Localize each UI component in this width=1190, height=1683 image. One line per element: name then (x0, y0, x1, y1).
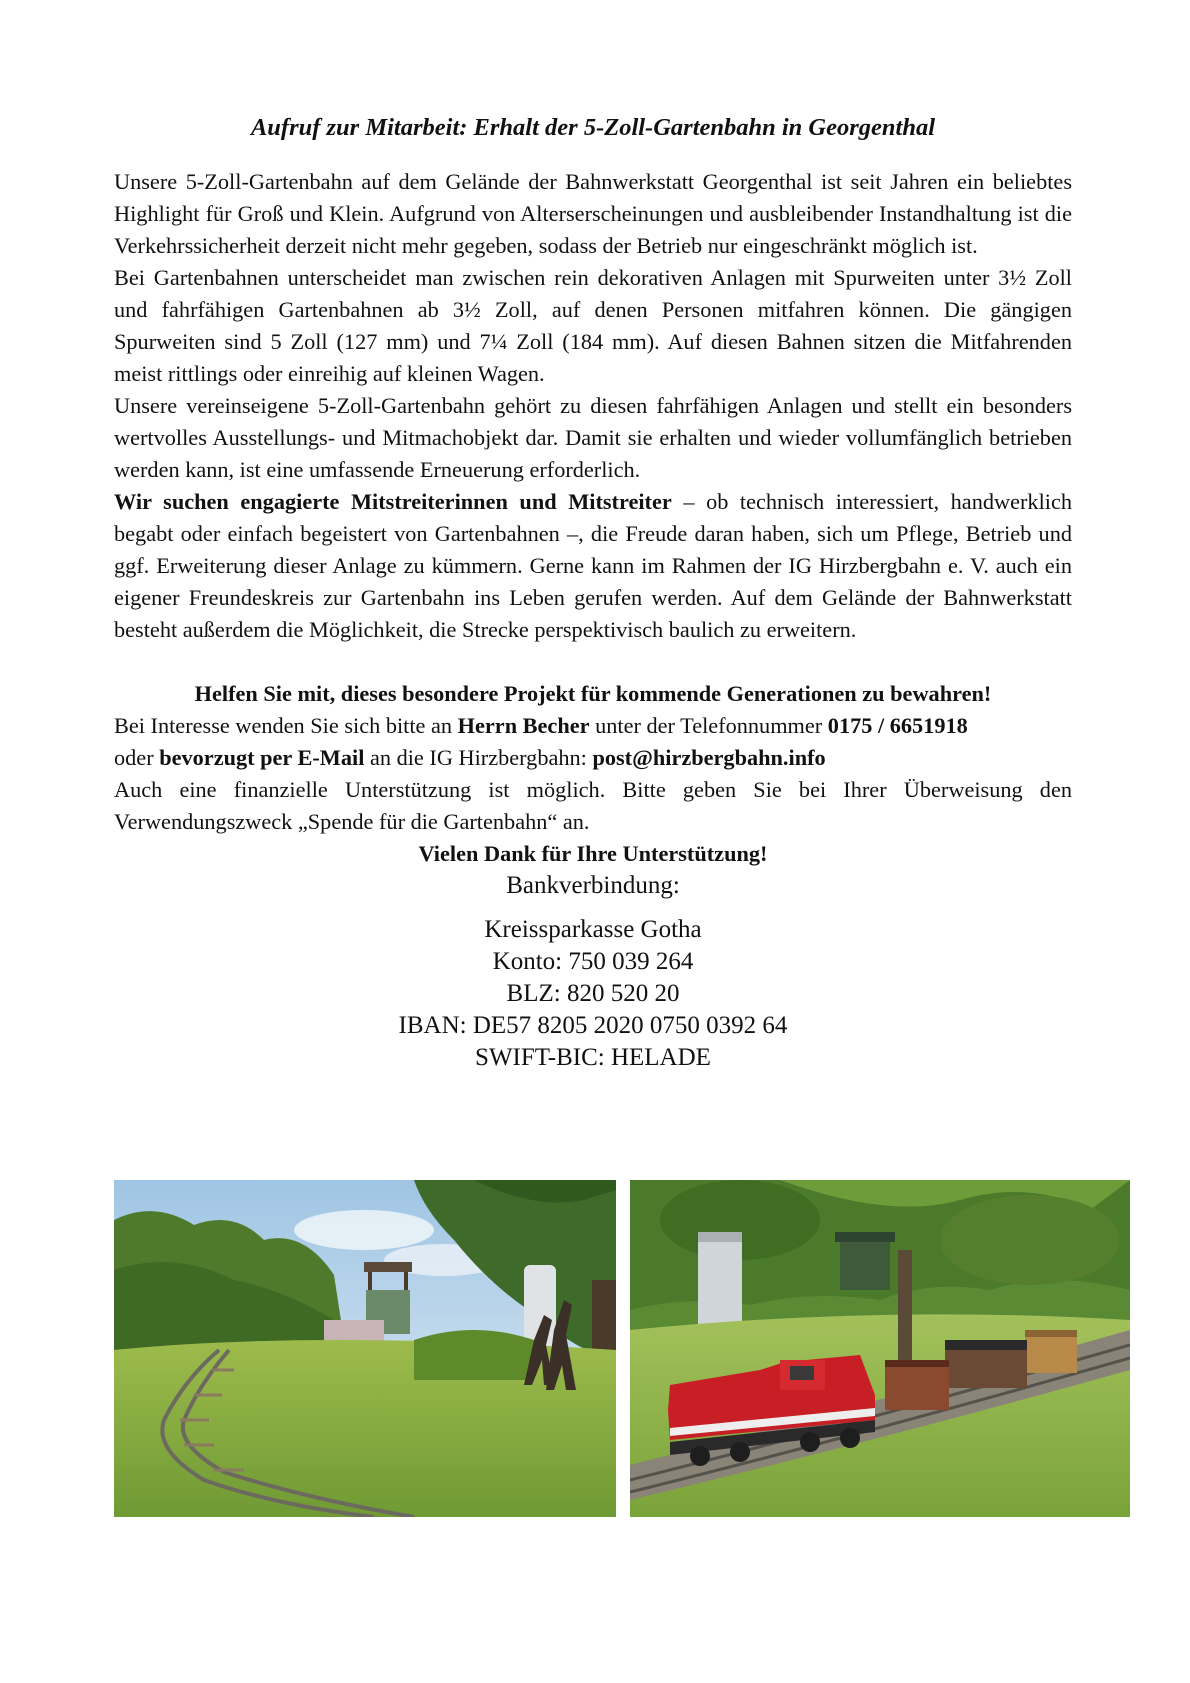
garden-track-image (114, 1180, 616, 1517)
contact-preferred: bevorzugt per E-Mail (159, 745, 365, 770)
photo-row (114, 1180, 1130, 1517)
photo-red-locomotive (630, 1180, 1130, 1517)
bank-name: Kreissparkasse Gotha (484, 916, 702, 943)
paragraph-intro: Unsere 5-Zoll-Gartenbahn auf dem Gelände der Bahnwerkstatt Georgenthal ist seit Jahren ein beliebtes Highlight für Groß und Klein. Aufgrund von Alterserscheinungen und ausbleibender Instandhaltung ist die Verkehrssicherheit derzeit nicht mehr gegeben, sodass der Betrieb nur eingeschränkt möglich ist. (114, 169, 1072, 258)
paragraph-gauges: Bei Gartenbahnen unterscheidet man zwischen rein dekorativen Anlagen mit Spurweiten unter 3½ Zoll und fahrfähigen Gartenbahnen ab 3½ Zoll, auf denen Personen mitfahren können. Die gängigen Spurweiten sind 5 Zoll (127 mm) und 7¼ Zoll (184 mm). Auf diesen Bahnen sitzen die Mitfahrenden meist rittlings oder einreihig auf kleinen Wagen. (114, 265, 1072, 386)
thanks-line: Vielen Dank für Ihre Unterstützung! (418, 841, 768, 866)
spacer (114, 646, 1072, 678)
volunteers-text: – ob technisch interessiert, handwerklich begabt oder einfach begeistert von Gartenbahnen –, die Freude daran haben, sich um Pflege, Betrieb und ggf. Erweiterung dieser Anlage zu kümmern. Gerne kann im Rahmen der IG Hirzbergbahn e. V. auch ein eigener Freundeskreis zur Gartenbahn ins Leben gerufen werden. Auf dem Gelände der Bahnwerkstatt besteht außerdem die Möglichkeit, die Strecke perspektivisch baulich zu erweitern. (114, 489, 1073, 642)
donation-text: Auch eine finanzielle Unterstützung ist möglich. Bitte geben Sie bei Ihrer Überweisung den Verwendungszweck „Spende für die Gartenbahn“ an. (114, 777, 1072, 834)
document-title: Aufruf zur Mitarbeit: Erhalt der 5-Zoll-Gartenbahn in Georgenthal (250, 114, 936, 141)
bank-account: Konto: 750 039 264 (492, 948, 694, 975)
paragraph-renewal: Unsere vereinseigene 5-Zoll-Gartenbahn gehört zu diesen fahrfähigen Anlagen und stellt ein besonders wertvolles Ausstellungs- und Mitmachobjekt dar. Damit sie erhalten und wieder vollumfänglich betrieben werden kann, ist eine umfassende Erneuerung erforderlich. (114, 393, 1072, 482)
bank-iban: IBAN: DE57 8205 2020 0750 0392 64 (398, 1012, 788, 1039)
contact-phone: 0175 / 6651918 (827, 713, 968, 738)
red-locomotive-image (630, 1180, 1130, 1517)
contact-email[interactable]: post@hirzbergbahn.info (592, 745, 826, 770)
document-page (114, 110, 1072, 1074)
spacer (114, 902, 1072, 914)
bank-heading: Bankverbindung: (506, 872, 680, 899)
bank-blz: BLZ: 820 520 20 (506, 980, 680, 1007)
appeal-heading: Helfen Sie mit, dieses besondere Projekt für kommende Generationen zu bewahren! (194, 681, 992, 706)
contact-line-2: oder bevorzugt per E-Mail an die IG Hirzbergbahn: post@hirzbergbahn.info (114, 745, 826, 770)
volunteers-highlight: Wir suchen engagierte Mitstreiterinnen und Mitstreiter (114, 489, 672, 514)
contact-name: Herrn Becher (457, 713, 590, 738)
photo-garden-track (114, 1180, 616, 1517)
paragraph-call-for-volunteers (114, 486, 1072, 646)
bank-bic: SWIFT-BIC: HELADE (475, 1044, 711, 1071)
contact-line-1: Bei Interesse wenden Sie sich bitte an Herrn Becher unter der Telefonnummer 0175 / 6651918 (114, 713, 968, 738)
